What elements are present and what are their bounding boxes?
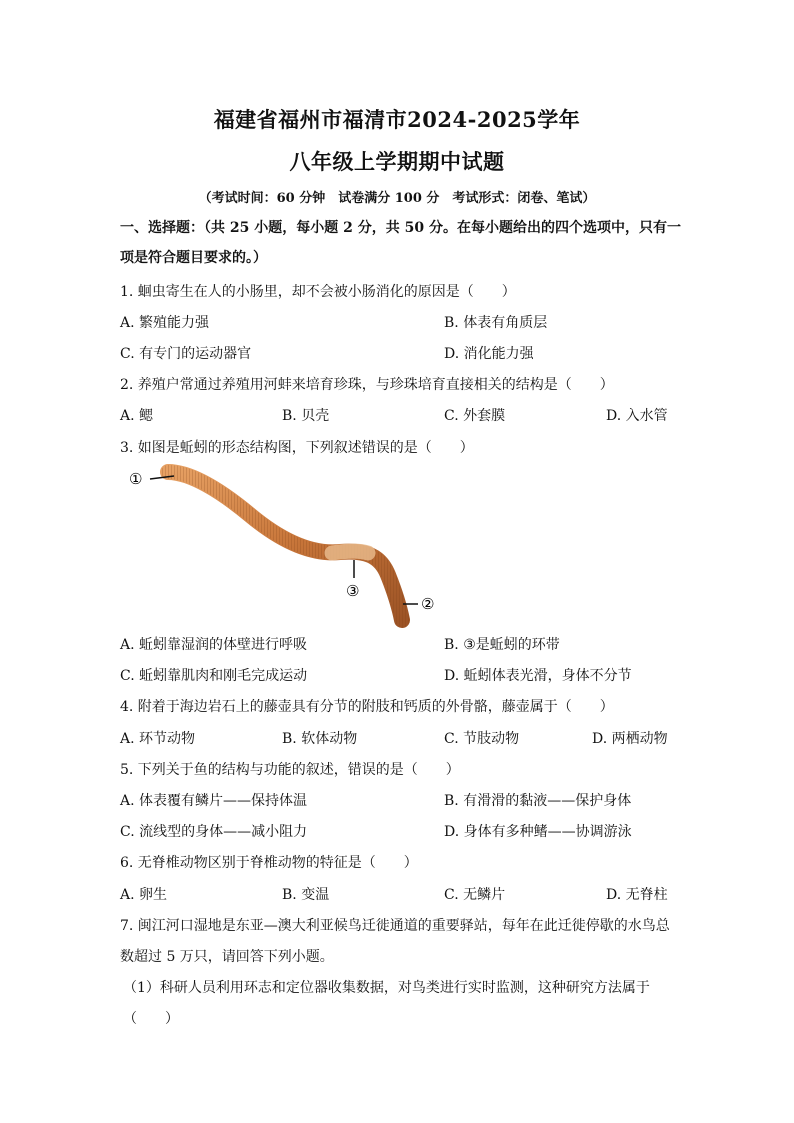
q1-option-b: B. 体表有角质层	[444, 315, 548, 331]
q2-option-b: B. 贝壳	[282, 408, 330, 424]
question-5-stem: 5. 下列关于鱼的结构与功能的叙述，错误的是（ ）	[120, 762, 460, 778]
q1-option-c: C. 有专门的运动器官	[120, 346, 252, 362]
exam-subtitle: 八年级上学期期中试题	[289, 149, 505, 174]
question-7-stem-line2: 数超过 5 万只，请回答下列小题。	[120, 949, 334, 965]
q6-option-b: B. 变温	[282, 887, 330, 903]
question-6-stem: 6. 无脊椎动物区别于脊椎动物的特征是（ ）	[120, 855, 418, 871]
question-2-stem: 2. 养殖户常通过养殖用河蚌来培育珍珠，与珍珠培育直接相关的结构是（ ）	[120, 377, 614, 393]
q5-option-d: D. 身体有多种鳍——协调游泳	[444, 824, 632, 840]
exam-title: 福建省福州市福清市2024-2025学年	[213, 107, 581, 132]
q2-option-c: C. 外套膜	[444, 408, 506, 424]
question-1-stem: 1. 蛔虫寄生在人的小肠里，却不会被小肠消化的原因是（ ）	[120, 284, 516, 300]
q1-option-a: A. 繁殖能力强	[120, 315, 210, 331]
q6-option-d: D. 无脊柱	[606, 887, 668, 903]
q4-option-a: A. 环节动物	[120, 731, 196, 747]
q3-option-b: B. ③是蚯蚓的环带	[444, 637, 560, 653]
q3-option-a: A. 蚯蚓靠湿润的体壁进行呼吸	[120, 637, 308, 653]
q4-option-c: C. 节肢动物	[444, 731, 520, 747]
question-7-sub1-line1: （1）科研人员利用环志和定位器收集数据，对鸟类进行实时监测，这种研究方法属于	[123, 980, 650, 996]
q1-option-d: D. 消化能力强	[444, 346, 534, 362]
q4-option-d: D. 两栖动物	[592, 731, 668, 747]
q5-option-c: C. 流线型的身体——减小阻力	[120, 824, 308, 840]
figure-label-3: ③	[346, 582, 360, 600]
section-heading-line1: 一、选择题：（共 25 小题，每小题 2 分，共 50 分。在每小题给出的四个选项中，只有一	[120, 220, 681, 236]
figure-label-1: ①	[129, 470, 143, 488]
q3-option-c: C. 蚯蚓靠肌肉和刚毛完成运动	[120, 668, 308, 684]
question-7-stem-line1: 7. 闽江河口湿地是东亚—澳大利亚候鸟迁徙通道的重要驿站，每年在此迁徙停歇的水鸟总	[120, 918, 670, 934]
earthworm-clitellum	[332, 551, 368, 553]
question-4-stem: 4. 附着于海边岩石上的藤壶具有分节的附肢和钙质的外骨骼，藤壶属于（ ）	[120, 699, 614, 715]
q3-option-d: D. 蚯蚓体表光滑，身体不分节	[444, 668, 632, 684]
question-3-stem: 3. 如图是蚯蚓的形态结构图，下列叙述错误的是（ ）	[120, 440, 474, 456]
q2-option-d: D. 入水管	[606, 408, 668, 424]
q4-option-b: B. 软体动物	[282, 731, 358, 747]
q2-option-a: A. 鳃	[120, 408, 154, 424]
q6-option-a: A. 卵生	[120, 887, 168, 903]
q5-option-b: B. 有滑滑的黏液——保护身体	[444, 793, 632, 809]
exam-info: （考试时间：60 分钟 试卷满分 100 分 考试形式：闭卷、笔试）	[198, 191, 596, 206]
figure-label-2: ②	[421, 595, 435, 613]
q6-option-c: C. 无鳞片	[444, 887, 506, 903]
earthworm-figure	[120, 460, 450, 630]
q5-option-a: A. 体表覆有鳞片——保持体温	[120, 793, 308, 809]
question-7-sub1-line2: （ ）	[123, 1011, 179, 1027]
section-heading-line2: 项是符合题目要求的。）	[120, 250, 267, 266]
